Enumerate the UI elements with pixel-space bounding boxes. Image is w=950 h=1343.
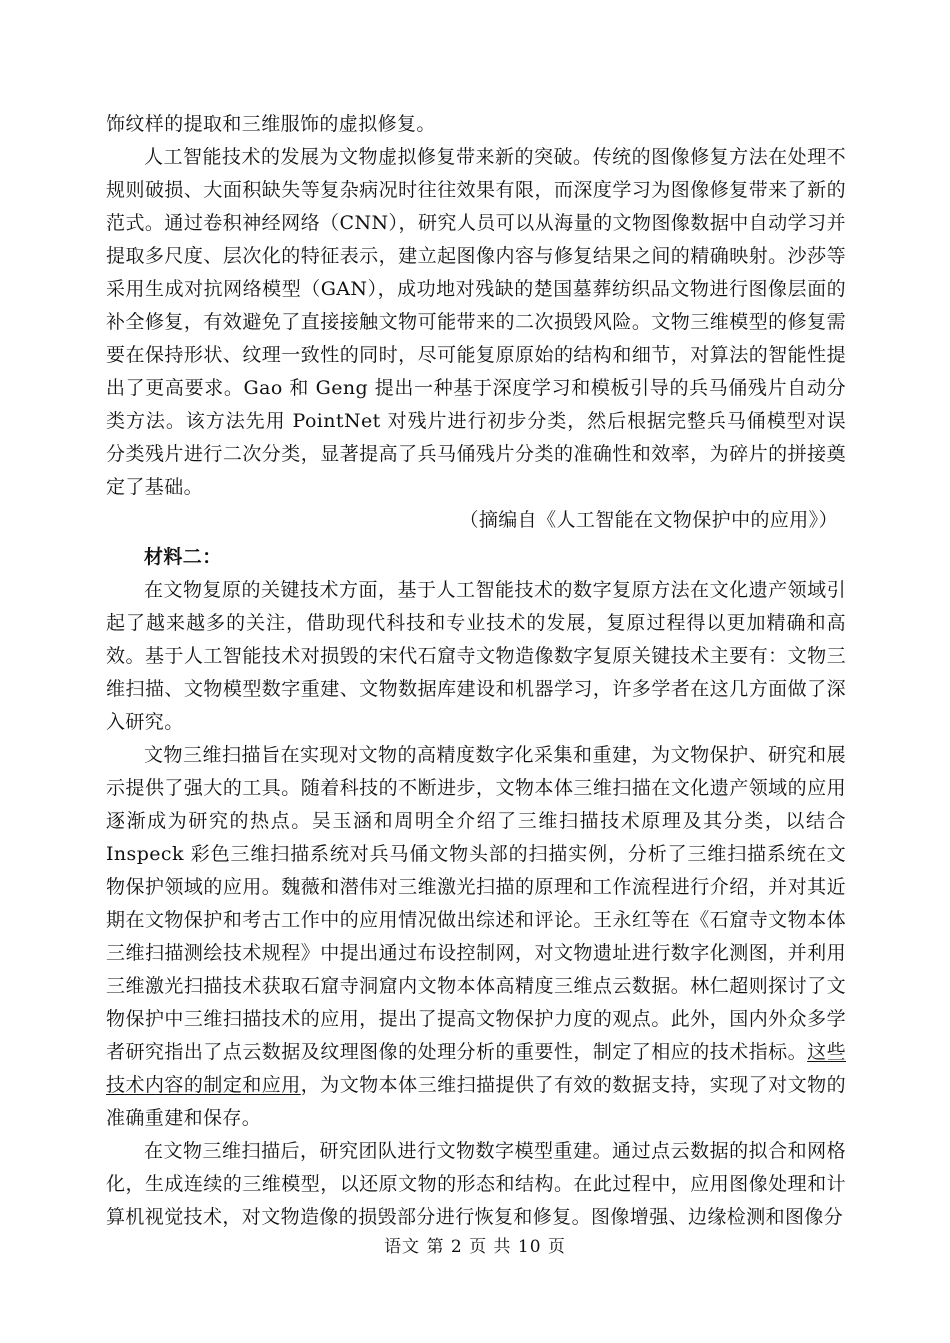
paragraph-ai-restoration: 人工智能技术的发展为文物虚拟修复带来新的突破。传统的图像修复方法在处理不规则破损、大面积缺失等复杂病况时往往效果有限，而深度学习为图像修复带来了新的范式。通过卷积神经网络（CNN），研究人员可以从海量的文物图像数据中自动学习并提取多尺度、层次化的特征表示，建立起图像内容与修复结果之间的精确映射。沙莎等采用生成对抗网络模型（GAN），成功地对残缺的楚国墓葬纺织品文物进行图像层面的补全修复，有效避免了直接接触文物可能带来的二次损毁风险。文物三维模型的修复需要在保持形状、纹理一致性的同时，尽可能复原原始的结构和细节，对算法的智能性提出了更高要求。Gao 和 Geng 提出一种基于深度学习和模板引导的兵马俑残片自动分类方法。该方法先用 PointNet 对残片进行初步分类，然后根据完整兵马俑模型对误分类残片进行二次分类，显著提高了兵马俑残片分类的准确性和效率，为碎片的拼接奠定了基础。 bbox=[106, 146, 846, 498]
paragraph-key-techniques: 在文物复原的关键技术方面，基于人工智能技术的数字复原方法在文化遗产领域引起了越来越多的关注，借助现代科技和专业技术的发展，复原过程得以更加精确和高效。基于人工智能技术对损毁的宋代石窟寺文物造像数字复原关键技术主要有：文物三维扫描、文物模型数字重建、文物数据库建设和机器学习，许多学者在这几方面做了深入研究。 bbox=[106, 579, 846, 733]
paragraph-text: ，为文物本体三维扫描提供了有效的数据支持，实现了对文物的准确重建和保存。 bbox=[106, 1074, 846, 1129]
paragraph-3d-scanning bbox=[106, 739, 846, 1135]
section-heading-material-two: 材料二： bbox=[144, 546, 222, 568]
paragraph-continuation: 饰纹样的提取和三维服饰的虚拟修复。 bbox=[106, 113, 436, 135]
source-citation: （摘编自《人工智能在文物保护中的应用》） bbox=[459, 509, 838, 531]
underlined-phrase: 这些技术内容的制定和应用 bbox=[106, 1041, 846, 1096]
page-number-footer: 语文 第 2 页 共 10 页 bbox=[384, 1237, 566, 1257]
document-body bbox=[106, 108, 846, 1234]
paragraph-text: 文物三维扫描旨在实现对文物的高精度数字化采集和重建，为文物保护、研究和展示提供了强大的工具。随着科技的不断进步，文物本体三维扫描在文化遗产领域的应用逐渐成为研究的热点。吴玉涵和周明全介绍了三维扫描技术原理及其分类，以结合 Inspeck 彩色三维扫描系统对兵马俑文物头部的扫描实例，分析了三维扫描系统在文物保护领域的应用。魏薇和潜伟对三维激光扫描的原理和工作流程进行介绍，并对其近期在文物保护和考古工作中的应用情况做出综述和评论。王永红等在《石窟寺文物本体三维扫描测绘技术规程》中提出通过布设控制网，对文物遗址进行数字化测图，并利用三维激光扫描技术获取石窟寺洞窟内文物本体高精度三维点云数据。林仁超则探讨了文物保护中三维扫描技术的应用，提出了提高文物保护力度的观点。此外，国内外众多学者研究指出了点云数据及纹理图像的处理分析的重要性，制定了相应的技术指标。 bbox=[106, 744, 846, 1063]
paragraph-model-reconstruction: 在文物三维扫描后，研究团队进行文物数字模型重建。通过点云数据的拟合和网格化，生成连续的三维模型，以还原文物的形态和结构。在此过程中，应用图像处理和计算机视觉技术，对文物造像的损毁部分进行恢复和修复。图像增强、边缘检测和图像分 bbox=[106, 1140, 846, 1228]
